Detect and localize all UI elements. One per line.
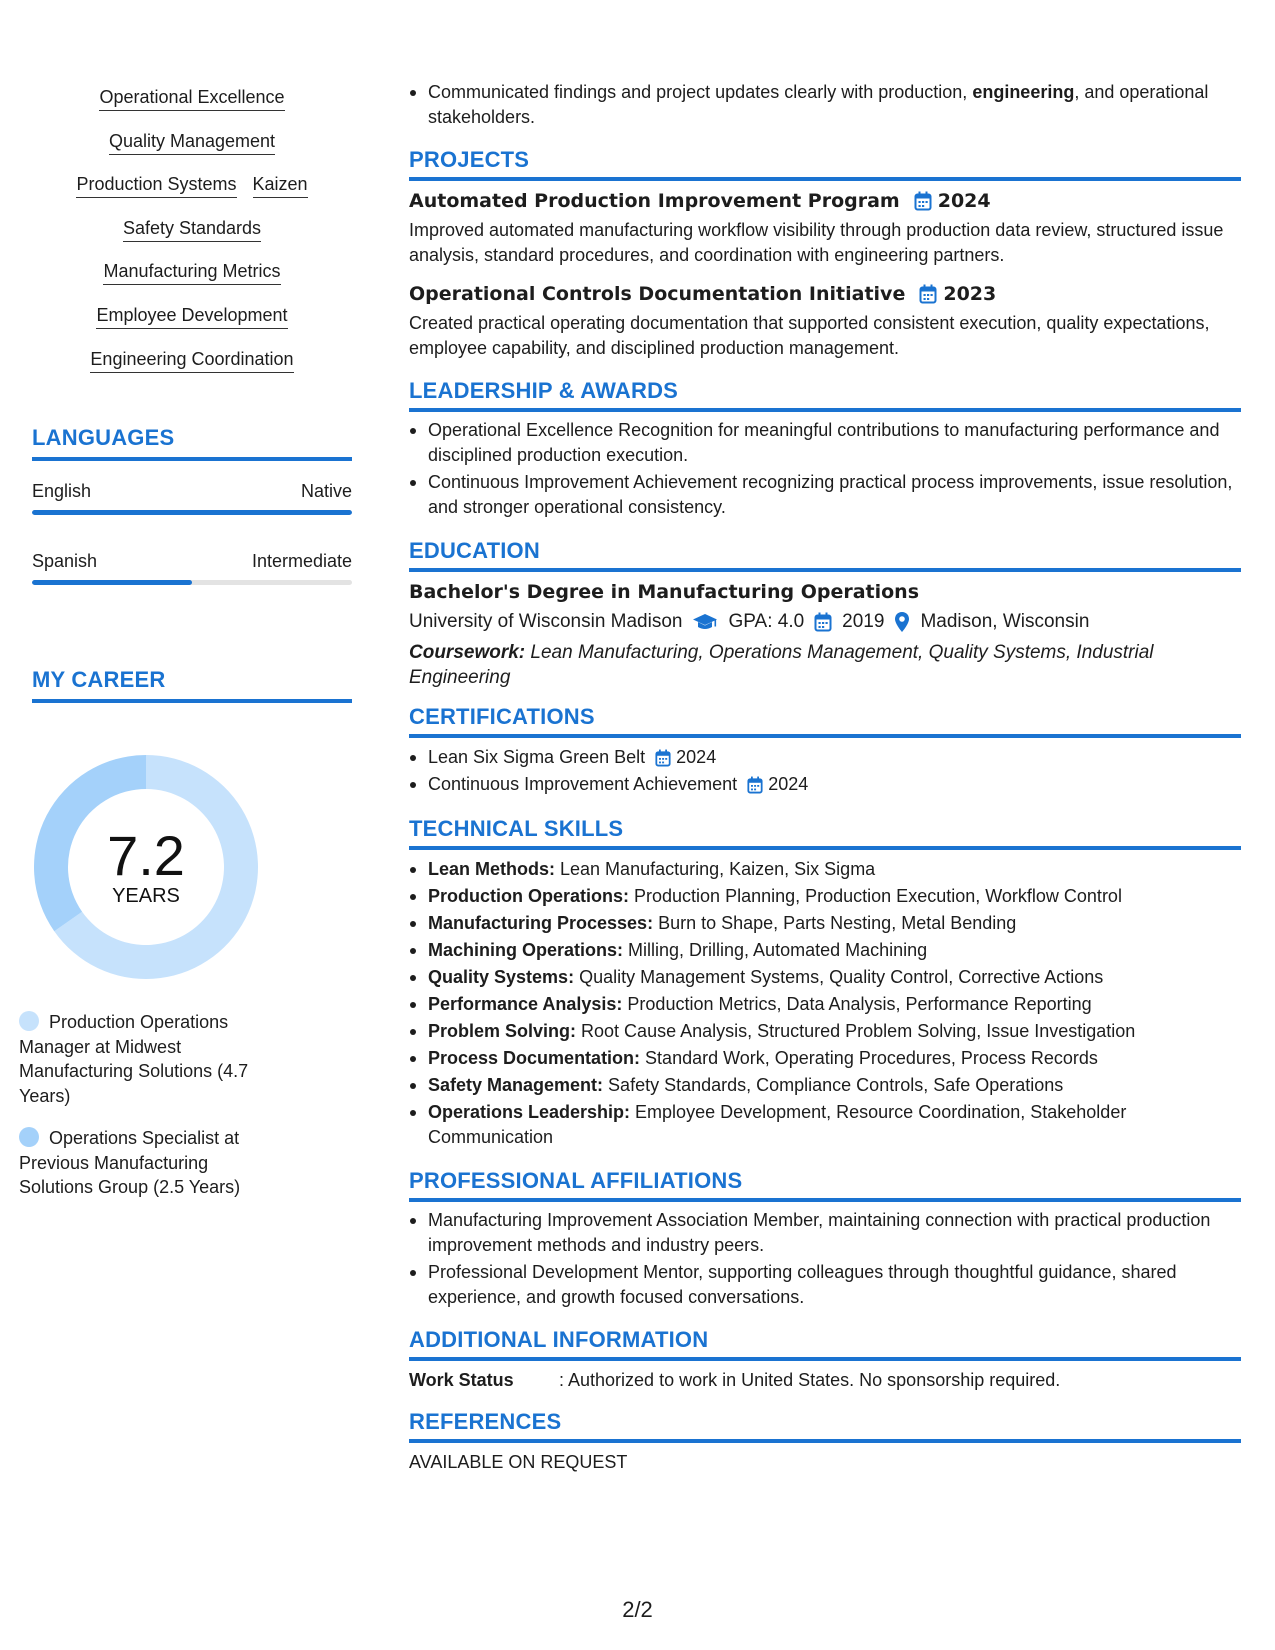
technical-skill-item bbox=[409, 1073, 1241, 1098]
additional-info-heading: ADDITIONAL INFORMATION bbox=[409, 1327, 1241, 1361]
calendar-icon bbox=[914, 191, 932, 211]
certification-year: 2024 bbox=[768, 773, 809, 794]
location-pin-icon bbox=[894, 611, 910, 633]
technical-skill-item bbox=[409, 884, 1241, 909]
calendar-icon bbox=[814, 612, 832, 632]
gpa: GPA: 4.0 bbox=[728, 611, 805, 632]
project-year: 2023 bbox=[943, 283, 997, 305]
career-total bbox=[34, 755, 258, 979]
skill-category: Performance Analysis: bbox=[428, 994, 623, 1014]
skill-values: Production Metrics, Data Analysis, Performance Reporting bbox=[622, 994, 1092, 1014]
skill-tag: Kaizen bbox=[253, 173, 308, 198]
technical-skill-item bbox=[409, 992, 1241, 1017]
technical-skills-list bbox=[409, 857, 1241, 1152]
skill-row bbox=[32, 130, 352, 155]
skill-values: Milling, Drilling, Automated Machining bbox=[623, 940, 928, 960]
language-proficiency-fill bbox=[32, 580, 192, 585]
skill-category: Operations Leadership: bbox=[428, 1102, 631, 1122]
certifications-heading: CERTIFICATIONS bbox=[409, 704, 1241, 738]
language-proficiency-bar bbox=[32, 580, 352, 585]
projects-heading: PROJECTS bbox=[409, 147, 1241, 181]
career-legend-item bbox=[19, 1010, 269, 1108]
certifications-list bbox=[409, 745, 1241, 799]
skill-tag: Operational Excellence bbox=[99, 86, 284, 111]
legend-dot bbox=[19, 1011, 39, 1031]
skill-values: Lean Manufacturing, Kaizen, Six Sigma bbox=[555, 859, 876, 879]
project-title: Operational Controls Documentation Initiative bbox=[409, 283, 906, 305]
technical-skill-item bbox=[409, 1046, 1241, 1071]
project-description: Created practical operating documentation that supported consistent execution, quality expectations, employee capability, and disciplined production management. bbox=[409, 313, 1210, 358]
skill-category: Safety Management: bbox=[428, 1075, 604, 1095]
calendar-icon bbox=[747, 776, 763, 794]
career-heading: MY CAREER bbox=[32, 667, 352, 703]
skill-tag: Engineering Coordination bbox=[90, 348, 293, 373]
language-level: Intermediate bbox=[251, 551, 352, 571]
skill-category: Production Operations: bbox=[428, 886, 630, 906]
technical-skill-item bbox=[409, 911, 1241, 936]
skill-row bbox=[32, 173, 352, 198]
degree-title: Bachelor's Degree in Manufacturing Operations bbox=[409, 581, 920, 603]
skill-category: Process Documentation: bbox=[428, 1048, 641, 1068]
bullet-text: Communicated findings and project updates clearly with production, bbox=[428, 82, 973, 102]
leadership-heading: LEADERSHIP & AWARDS bbox=[409, 378, 1241, 412]
technical-skill-item bbox=[409, 857, 1241, 882]
language-spanish bbox=[32, 551, 352, 585]
technical-skill-item bbox=[409, 1100, 1241, 1149]
certification-name: Lean Six Sigma Green Belt bbox=[428, 747, 646, 767]
affiliation-item: Manufacturing Improvement Association Member, maintaining connection with practical production improvement methods and industry peers. bbox=[409, 1208, 1241, 1257]
certification-item bbox=[409, 772, 1241, 797]
work-status-value: : Authorized to work in United States. No sponsorship required. bbox=[559, 1370, 1061, 1390]
skill-values: Employee Development, Resource Coordination, Stakeholder Communication bbox=[428, 1102, 1127, 1147]
school-name: University of Wisconsin Madison bbox=[409, 611, 683, 632]
certification-year: 2024 bbox=[676, 747, 717, 767]
career-donut-chart bbox=[34, 755, 258, 979]
skill-category: Manufacturing Processes: bbox=[428, 913, 654, 933]
language-proficiency-bar bbox=[32, 510, 352, 515]
technical-skill-item bbox=[409, 965, 1241, 990]
certification-item bbox=[409, 745, 1241, 770]
affiliation-item: Professional Development Mentor, supporting colleagues through thoughtful guidance, shared experience, and growth focused conversations. bbox=[409, 1260, 1241, 1309]
work-status-row bbox=[409, 1368, 1241, 1393]
project-title: Automated Production Improvement Program bbox=[409, 190, 900, 212]
project-item bbox=[409, 281, 1241, 360]
education-location: Madison, Wisconsin bbox=[920, 611, 1090, 632]
skill-row bbox=[32, 304, 352, 329]
career-legend-item bbox=[19, 1126, 269, 1200]
career-total-value: 7.2 bbox=[107, 823, 185, 887]
bullet-text: , and operational stakeholders. bbox=[428, 82, 1209, 127]
skill-values: Burn to Shape, Parts Nesting, Metal Bending bbox=[653, 913, 1017, 933]
skill-row bbox=[32, 260, 352, 285]
skill-values: Root Cause Analysis, Structured Problem Solving, Issue Investigation bbox=[576, 1021, 1136, 1041]
calendar-icon bbox=[655, 749, 671, 767]
experience-bullets bbox=[409, 80, 1241, 132]
technical-skill-item bbox=[409, 938, 1241, 963]
languages-heading: LANGUAGES bbox=[32, 425, 352, 461]
technical-skills-heading: TECHNICAL SKILLS bbox=[409, 816, 1241, 850]
coursework bbox=[409, 640, 1241, 690]
graduation-year: 2019 bbox=[842, 611, 885, 632]
skill-tag: Manufacturing Metrics bbox=[103, 260, 280, 285]
skill-category: Problem Solving: bbox=[428, 1021, 577, 1041]
skill-values: Safety Standards, Compliance Controls, Safe Operations bbox=[603, 1075, 1064, 1095]
certification-name: Continuous Improvement Achievement bbox=[428, 773, 738, 794]
affiliations-list bbox=[409, 1208, 1241, 1312]
project-description: Improved automated manufacturing workflow visibility through production data review, structured issue analysis, standard procedures, and coordination with engineering partners. bbox=[409, 220, 1224, 265]
skill-tag: Production Systems bbox=[76, 173, 236, 198]
career-legend-label: Production Operations Manager at Midwest Manufacturing Solutions (4.7 Years) bbox=[19, 1012, 249, 1106]
language-english bbox=[32, 481, 352, 515]
leadership-item: Operational Excellence Recognition for meaningful contributions to manufacturing performance and disciplined production execution. bbox=[409, 418, 1241, 467]
page-number: 2/2 bbox=[622, 1597, 653, 1622]
education-entry bbox=[409, 579, 1241, 690]
education-heading: EDUCATION bbox=[409, 538, 1241, 572]
skill-values: Standard Work, Operating Procedures, Process Records bbox=[640, 1048, 1098, 1068]
work-status-label: Work Status bbox=[409, 1370, 514, 1390]
language-proficiency-fill bbox=[32, 510, 352, 515]
skill-values: Quality Management Systems, Quality Control, Corrective Actions bbox=[574, 967, 1104, 987]
coursework-label: Coursework: bbox=[409, 642, 526, 663]
skill-row bbox=[32, 348, 352, 373]
technical-skill-item bbox=[409, 1019, 1241, 1044]
graduation-cap-icon bbox=[692, 612, 718, 632]
career-legend-label: Operations Specialist at Previous Manufacturing Solutions Group (2.5 Years) bbox=[19, 1128, 241, 1197]
language-level: Native bbox=[300, 481, 352, 501]
career-total-unit: YEARS bbox=[112, 884, 180, 907]
leadership-item: Continuous Improvement Achievement recognizing practical process improvements, issue resolution, and stronger operational consistency. bbox=[409, 470, 1241, 519]
skill-row bbox=[32, 217, 352, 242]
affiliations-heading: PROFESSIONAL AFFILIATIONS bbox=[409, 1168, 1241, 1202]
skill-tag: Quality Management bbox=[109, 130, 275, 155]
skill-tag: Safety Standards bbox=[123, 217, 261, 242]
leadership-list bbox=[409, 418, 1241, 522]
coursework-list: Lean Manufacturing, Operations Management, Quality Systems, Industrial Engineering bbox=[409, 642, 1154, 688]
skill-category: Lean Methods: bbox=[428, 859, 556, 879]
skill-tag: Employee Development bbox=[96, 304, 287, 329]
skill-category: Quality Systems: bbox=[428, 967, 575, 987]
legend-dot bbox=[19, 1127, 39, 1147]
experience-bullet bbox=[409, 80, 1241, 129]
references-heading: REFERENCES bbox=[409, 1409, 1241, 1443]
language-name: English bbox=[32, 481, 92, 501]
skill-category: Machining Operations: bbox=[428, 940, 624, 960]
language-name: Spanish bbox=[32, 551, 98, 571]
project-year: 2024 bbox=[937, 190, 991, 212]
skill-values: Production Planning, Production Execution, Workflow Control bbox=[629, 886, 1122, 906]
project-item bbox=[409, 188, 1241, 267]
bullet-bold-text: engineering bbox=[972, 82, 1075, 102]
references-text: AVAILABLE ON REQUEST bbox=[409, 1452, 628, 1472]
calendar-icon bbox=[919, 284, 937, 304]
skill-row bbox=[32, 86, 352, 111]
